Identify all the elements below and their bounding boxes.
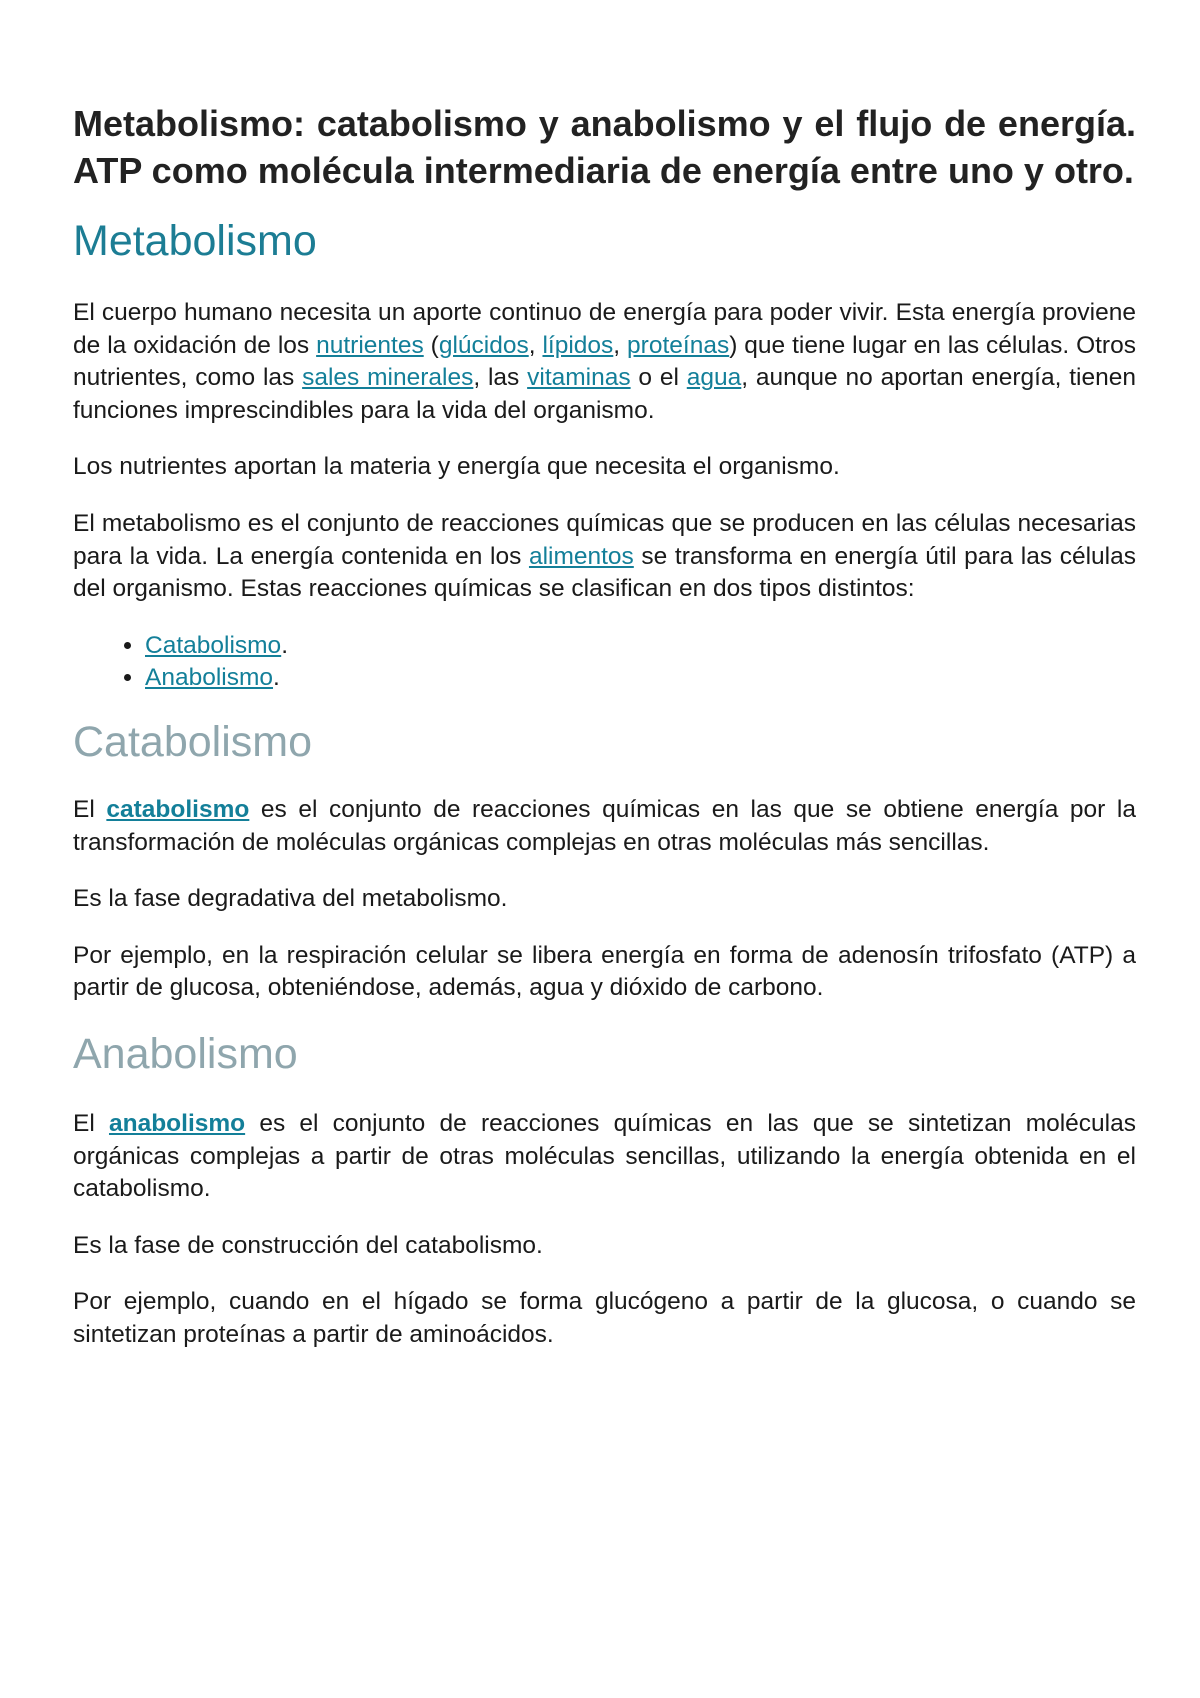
text-segment: , las <box>473 364 528 392</box>
link-anabolismo[interactable]: anabolismo <box>108 1109 246 1137</box>
link-proteinas[interactable]: proteínas <box>627 331 730 359</box>
text-segment: ) que tiene lugar en las células. Otros nutrientes, como las <box>73 331 1136 392</box>
link-nutrientes[interactable]: nutrientes <box>316 331 424 359</box>
text-segment: ( <box>423 331 439 359</box>
link-agua[interactable]: agua <box>686 364 742 392</box>
list-item <box>145 662 1136 695</box>
list-item-suffix: . <box>281 631 288 659</box>
link-vitaminas[interactable]: vitaminas <box>527 364 631 392</box>
link-lipidos[interactable]: lípidos <box>542 331 614 359</box>
document-title: Metabolismo: catabolismo y anabolismo y el flujo de energía. ATP como molécula intermediaria de energía entre uno y otro. <box>73 103 1136 191</box>
list-item <box>145 630 1136 663</box>
link-alimentos[interactable]: alimentos <box>528 542 634 570</box>
text-segment: El cuerpo humano necesita un aporte continuo de energía para poder vivir. Esta energía proviene de la oxidación de los <box>73 299 1136 359</box>
heading-catabolismo: Catabolismo <box>73 717 312 766</box>
text-segment: El <box>73 1109 109 1137</box>
link-glucidos[interactable]: glúcidos <box>438 331 529 359</box>
text-segment: es el conjunto de reacciones químicas en las que se obtiene energía por la transformación de moléculas orgánicas complejas en otras moléculas más sencillas. <box>73 795 1136 856</box>
link-anabolismo-list[interactable]: Anabolismo <box>145 664 274 692</box>
text-segment: o el <box>630 364 687 392</box>
paragraph-metabolismo-definition <box>73 508 1136 606</box>
metabolism-types-list <box>73 630 1136 695</box>
paragraph-catabolismo-phase: Es la fase degradativa del metabolismo. <box>73 885 508 913</box>
text-segment: El <box>73 795 107 823</box>
text-segment: , <box>528 331 543 359</box>
heading-anabolismo: Anabolismo <box>73 1029 298 1078</box>
list-item-suffix: . <box>273 664 280 692</box>
text-segment: El metabolismo es el conjunto de reacciones químicas que se producen en las células necesarias para la vida. La energía contenida en los <box>73 509 1136 570</box>
paragraph-metabolismo-intro <box>73 297 1136 427</box>
paragraph-catabolismo-definition <box>73 794 1136 859</box>
heading-metabolismo: Metabolismo <box>73 217 317 265</box>
text-segment: se transforma en energía útil para las células del organismo. Estas reacciones químicas se clasifican en dos tipos distintos: <box>73 542 1136 603</box>
text-segment: es el conjunto de reacciones químicas en las que se sintetizan moléculas orgánicas complejas a partir de otras moléculas sencillas, utilizando la energía obtenida en el catabolismo. <box>73 1109 1136 1203</box>
paragraph-anabolismo-definition <box>73 1108 1136 1206</box>
paragraph-anabolismo-example: Por ejemplo, cuando en el hígado se forma glucógeno a partir de la glucosa, o cuando se sintetizan proteínas a partir de aminoácidos. <box>73 1288 1136 1348</box>
paragraph-anabolismo-phase: Es la fase de construcción del catabolismo. <box>73 1231 543 1259</box>
text-segment: , <box>613 331 628 359</box>
paragraph-nutrientes: Los nutrientes aportan la materia y energía que necesita el organismo. <box>73 453 840 481</box>
text-segment: , aunque no aportan energía, tienen funciones imprescindibles para la vida del organismo. <box>73 364 1136 424</box>
link-catabolismo[interactable]: catabolismo <box>106 795 250 823</box>
link-catabolismo-list[interactable]: Catabolismo <box>145 631 282 659</box>
paragraph-catabolismo-example: Por ejemplo, en la respiración celular se libera energía en forma de adenosín trifosfato (ATP) a partir de glucosa, obteniéndose, además, agua y dióxido de carbono. <box>73 941 1136 1002</box>
link-sales-minerales[interactable]: sales minerales <box>302 364 474 392</box>
